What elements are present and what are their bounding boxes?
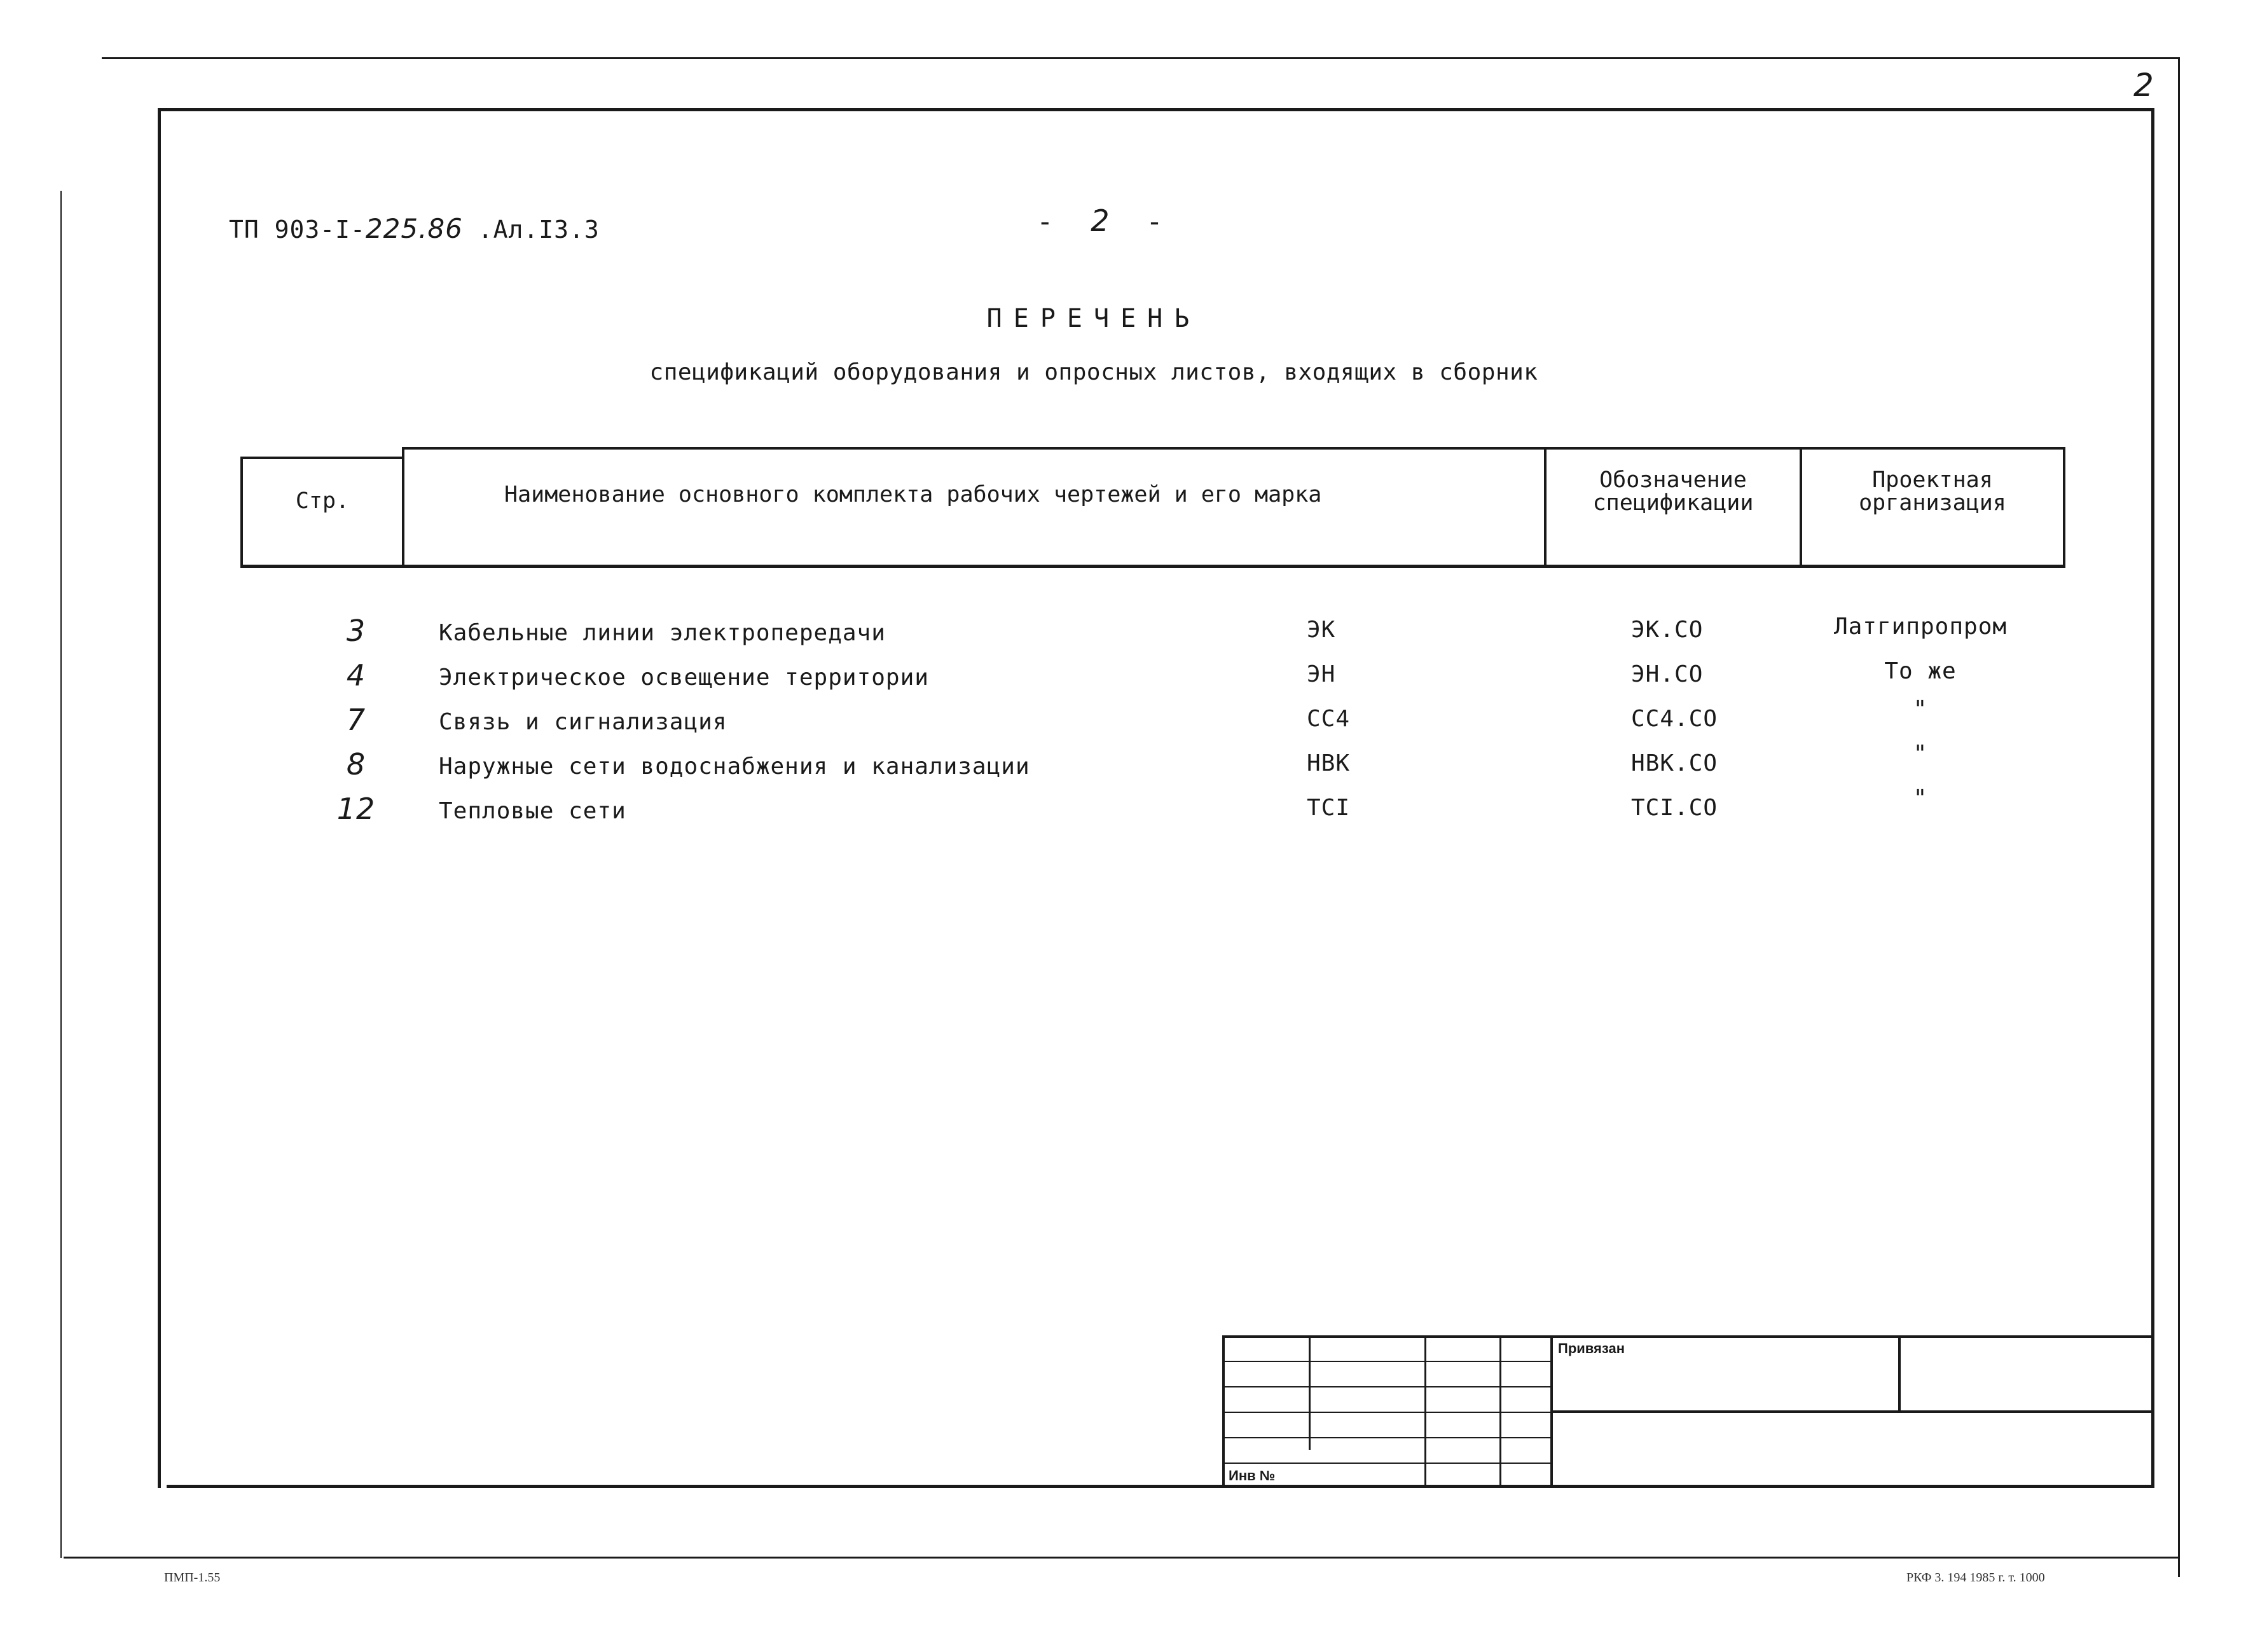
- tb-h2: [1222, 1386, 1553, 1387]
- thead-top-right: [404, 447, 2065, 450]
- frame-top: [158, 108, 2154, 111]
- row-page: 8: [346, 747, 366, 781]
- page-marker-right: -: [1146, 205, 1164, 238]
- tb-h3: [1222, 1412, 1553, 1413]
- tb-privyazan-label: Привязан: [1558, 1340, 1625, 1356]
- tb-inv-label: Инв №: [1229, 1468, 1276, 1483]
- row-mark: ЭК: [1307, 617, 1336, 643]
- tb-v5: [1898, 1335, 1901, 1412]
- thead-v2: [402, 447, 404, 568]
- outer-top-border: [102, 57, 2180, 59]
- col-header-org-line1: Проектная: [1872, 467, 1993, 493]
- col-header-spec-line2: спецификации: [1592, 490, 1754, 516]
- tb-h-mid: [1550, 1410, 2154, 1413]
- document-subtitle: спецификаций оборудования и опросных листов, входящих в сборник: [649, 359, 1538, 385]
- row-name: Связь и сигнализация: [439, 709, 727, 735]
- tb-h4: [1222, 1437, 1553, 1438]
- page-marker-num: 2: [1091, 203, 1110, 238]
- row-mark: НВК: [1307, 750, 1351, 776]
- row-page: 4: [346, 658, 366, 692]
- col-header-org-line2: организация: [1859, 490, 2006, 516]
- frame-bottom: [167, 1485, 2154, 1488]
- footer-right: РКФ 3. 194 1985 г. т. 1000: [1906, 1571, 2045, 1585]
- doc-code-suffix: .Ал.I3.3: [478, 216, 600, 244]
- outer-left-border: [60, 191, 62, 1558]
- row-mark: ЭН: [1307, 661, 1336, 687]
- row-mark: ТСI: [1307, 795, 1351, 821]
- col-header-page: Стр.: [295, 488, 350, 514]
- table-row: [0, 614, 2253, 658]
- tb-h1: [1222, 1361, 1553, 1362]
- row-mark: СС4: [1307, 706, 1351, 732]
- page-marker: [1037, 203, 1164, 238]
- row-spec: НВК.СО: [1631, 750, 1718, 776]
- tb-v1: [1309, 1335, 1311, 1450]
- row-org: ": [1913, 741, 1928, 767]
- sheet-number: 2: [2133, 67, 2154, 104]
- doc-code-prefix: ТП 903-I-: [229, 216, 366, 244]
- doc-code-hand: 225.86: [365, 213, 463, 244]
- row-page: 12: [336, 792, 376, 826]
- page-marker-left: -: [1037, 205, 1054, 238]
- col-header-spec-line1: Обозначение: [1599, 467, 1747, 493]
- doc-code: [229, 213, 600, 244]
- row-page: 7: [346, 703, 366, 737]
- row-org: ": [1913, 696, 1928, 722]
- row-org: То же: [1884, 658, 1957, 684]
- row-org: ": [1913, 785, 1928, 811]
- row-org: Латгипропром: [1833, 614, 2008, 640]
- table-row: [0, 785, 2253, 836]
- footer-left: ПМП-1.55: [164, 1571, 221, 1585]
- outer-bottom-border: [64, 1557, 2180, 1559]
- thead-v5: [2063, 447, 2065, 567]
- document-title: ПЕРЕЧЕНЬ: [986, 304, 1201, 333]
- row-spec: ТСI.СО: [1631, 795, 1718, 821]
- row-name: Кабельные линии электропередачи: [439, 620, 886, 646]
- row-spec: СС4.СО: [1631, 706, 1718, 732]
- col-header-org: [1802, 469, 2063, 514]
- col-header-spec: [1547, 469, 1800, 514]
- thead-top-left: [240, 457, 404, 459]
- row-name: Тепловые сети: [439, 798, 626, 824]
- row-spec: ЭК.СО: [1631, 617, 1704, 643]
- thead-bottom: [240, 565, 2065, 568]
- row-spec: ЭН.СО: [1631, 661, 1704, 687]
- row-page: 3: [346, 614, 366, 648]
- row-name: Электрическое освещение территории: [439, 664, 929, 691]
- tb-top: [1222, 1335, 2154, 1338]
- tb-h5: [1222, 1463, 1553, 1464]
- col-header-name: Наименование основного комплекта рабочих чертежей и его марка: [504, 482, 1322, 507]
- row-name: Наружные сети водоснабжения и канализации: [439, 754, 1030, 780]
